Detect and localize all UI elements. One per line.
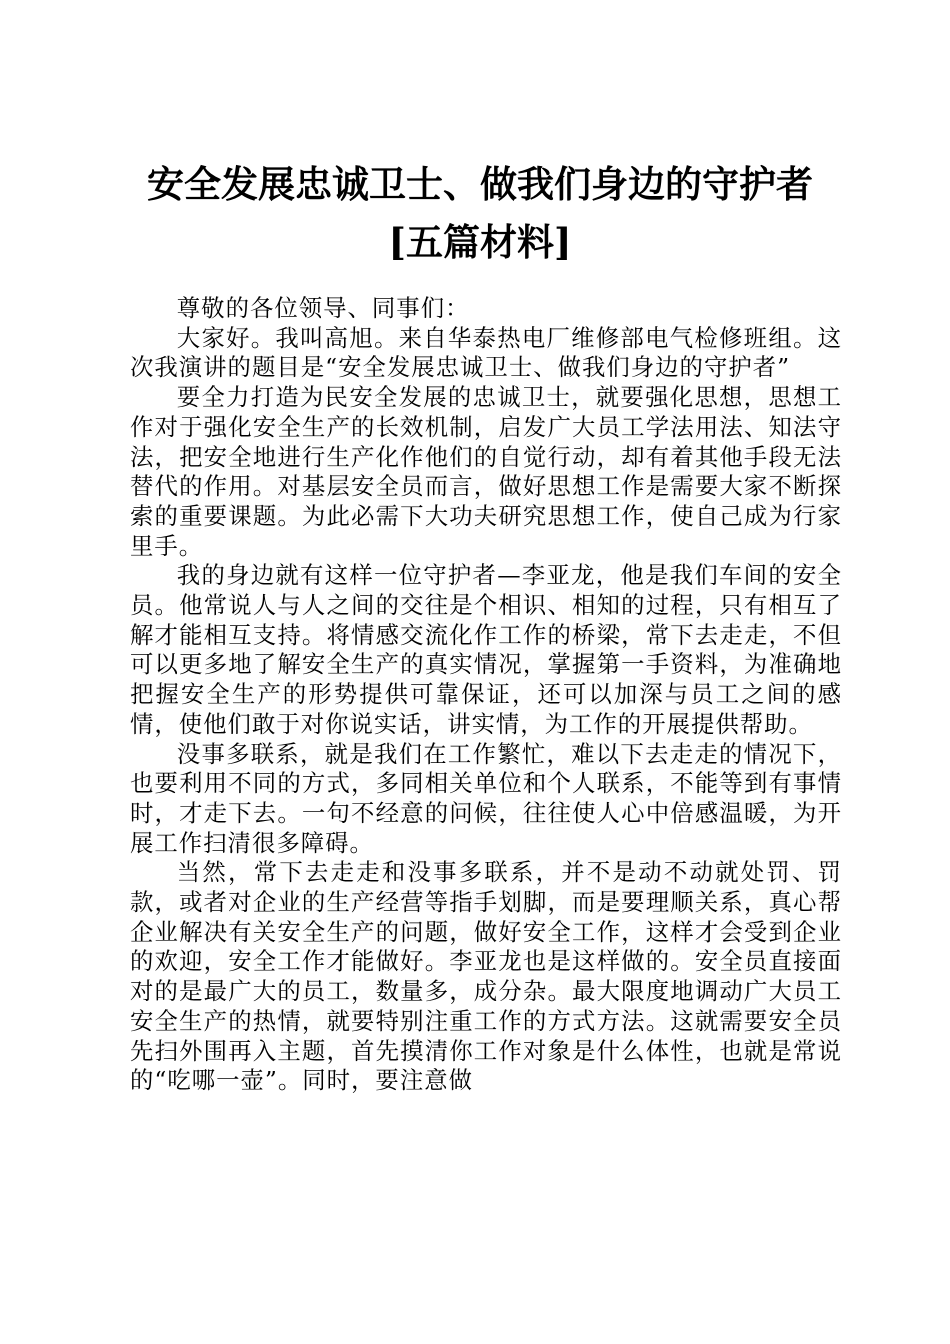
document-body [130, 294, 842, 1096]
body-paragraph: 我的身边就有这样一位守护者—李亚龙，他是我们车间的安全员。他常说人与人之间的交往是个相识、相知的过程，只有相互了解才能相互支持。将情感交流化作工作的桥梁，常下去走走，不但可以更多地了解安全生产的真实情况，掌握第一手资料，为准确地把握安全生产的形势提供可靠保证，还可以加深与员工之间的感情，使他们敢于对你说实话，讲实情，为工作的开展提供帮助。 [130, 561, 842, 738]
body-paragraph: 当然，常下去走走和没事多联系，并不是动不动就处罚、罚款，或者对企业的生产经营等指手划脚，而是要理顺关系，真心帮企业解决有关安全生产的问题，做好安全工作，这样才会受到企业的欢迎，安全工作才能做好。李亚龙也是这样做的。安全员直接面对的是最广大的员工，数量多，成分杂。最大限度地调动广大员工安全生产的热情，就要特别注重工作的方式方法。这就需要安全员先扫外围再入主题，首先摸清你工作对象是什么体性，也就是常说的“吃哪一壶”。同时，要注意做 [130, 858, 842, 1095]
body-paragraph: 尊敬的各位领导、同事们： [176, 294, 470, 322]
body-paragraph: 要全力打造为民安全发展的忠诚卫士，就要强化思想，思想工作对于强化安全生产的长效机制，启发广大员工学法用法、知法守法，把安全地进行生产化作他们的自觉行动，却有着其他手段无法替代的作用。对基层安全员而言，做好思想工作是需要大家不断探索的重要课题。为此必需下大功夫研究思想工作，使自己成为行家里手。 [130, 383, 842, 560]
body-paragraph: 大家好。我叫高旭。来自华泰热电厂维修部电气检修班组。这次我演讲的题目是“安全发展忠诚卫士、做我们身边的守护者” [130, 323, 842, 382]
body-paragraph: 没事多联系，就是我们在工作繁忙，难以下去走走的情况下，也要利用不同的方式，多同相关单位和个人联系，不能等到有事情时，才走下去。一句不经意的问候，往往使人心中倍感温暖，为开展工作扫清很多障碍。 [130, 739, 842, 857]
document-title: 安全发展忠诚卫士、做我们身边的守护者[五篇材料] [147, 162, 813, 264]
